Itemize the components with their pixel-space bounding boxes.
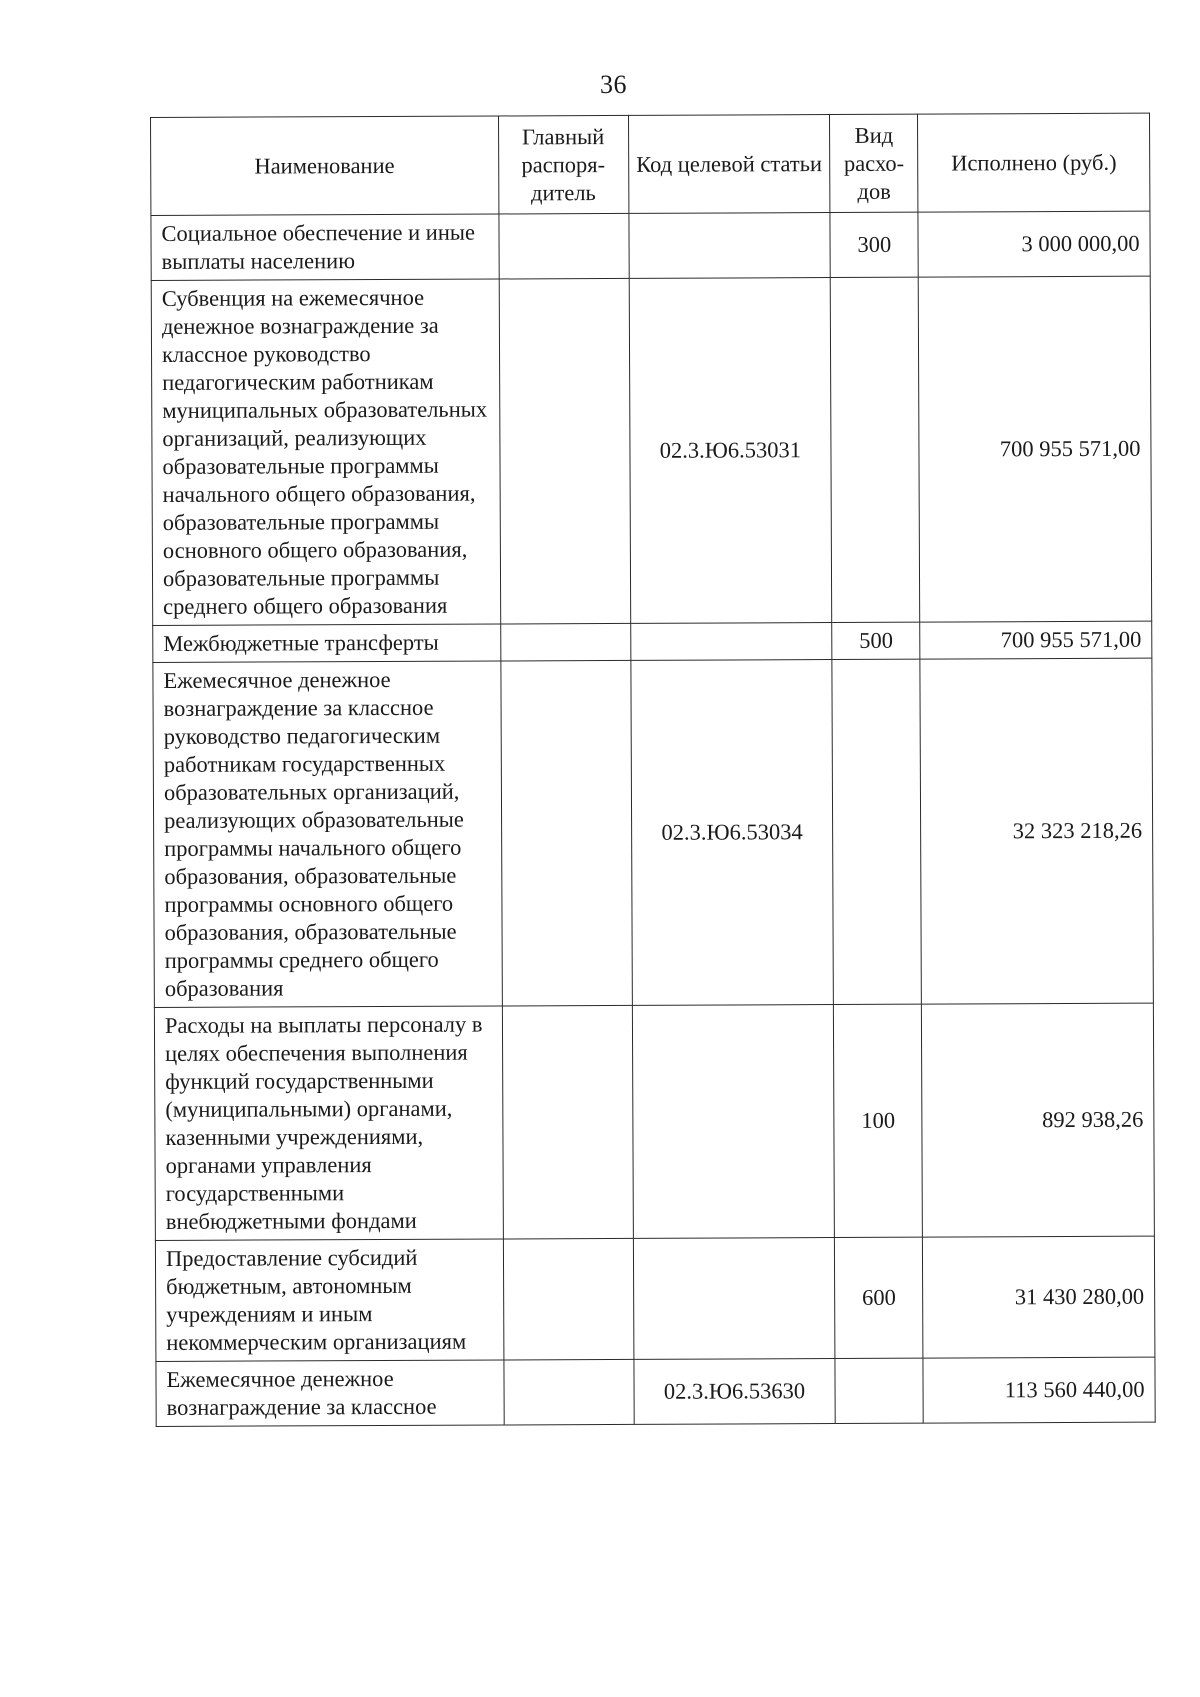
row-expense-type: 300 (830, 212, 918, 277)
row-executed: 3 000 000,00 (918, 211, 1150, 277)
page-number: 36 (600, 70, 627, 99)
header-main-manager: Главный распоря-дитель (498, 115, 628, 214)
row-target-code (628, 213, 830, 279)
row-main-manager (499, 213, 629, 279)
header-name: Наименование (151, 116, 499, 216)
row-expense-type (835, 1358, 923, 1423)
row-executed: 32 323 218,26 (920, 658, 1153, 1004)
header-expense-type: Вид расхо-дов (830, 114, 918, 212)
row-name: Расходы на выплаты персоналу в целях обеспечения выполнения функций государственными (муниципальными) органами, казенными учреждениями, органами управления государственными внебюджетными фондами (154, 1006, 503, 1241)
row-main-manager (503, 1238, 633, 1360)
row-executed: 700 955 571,00 (919, 276, 1152, 622)
table-row (156, 1357, 1155, 1426)
row-expense-type: 500 (832, 622, 920, 659)
budget-execution-table (150, 113, 1156, 1427)
row-executed: 892 938,26 (922, 1003, 1155, 1237)
row-name: Субвенция на ежемесячное денежное вознаграждение за классное руководство педагогическим работникам муниципальных образовательных организаций, реализующих образовательные программы начального общего образования, образовательные программы основного общего образования, образовательные программы среднего общего образования (151, 279, 500, 626)
table-row (153, 621, 1152, 662)
row-name: Ежемесячное денежное вознаграждение за классное (156, 1360, 504, 1427)
row-expense-type (832, 659, 921, 1004)
row-main-manager (500, 623, 630, 661)
table-row (151, 211, 1150, 280)
row-name: Предоставление субсидий бюджетным, автономным учреждениям и иным некоммерческим организациям (155, 1239, 503, 1362)
row-main-manager (502, 1005, 633, 1239)
row-target-code (630, 623, 832, 661)
row-executed: 700 955 571,00 (920, 621, 1152, 659)
header-target-code: Код целевой статьи (628, 115, 830, 214)
table-row (151, 276, 1151, 625)
table-header-row (151, 113, 1150, 215)
row-target-code (633, 1238, 835, 1360)
row-expense-type: 100 (834, 1004, 923, 1237)
row-main-manager (500, 660, 631, 1006)
table-row (153, 658, 1153, 1007)
table-row (154, 1003, 1154, 1240)
row-target-code (632, 1005, 835, 1239)
row-target-code: 02.3.Ю6.53034 (630, 660, 833, 1006)
row-expense-type (831, 277, 920, 622)
row-name: Ежемесячное денежное вознаграждение за классное руководство педагогическим работникам государственных образовательных организаций, реализующих образовательные программы начального общего образования, образовательные программы основного общего образования, образовательные программы среднего общего образования (153, 661, 502, 1008)
table-row (155, 1236, 1155, 1361)
row-expense-type: 600 (835, 1237, 923, 1358)
row-name: Межбюджетные трансферты (153, 624, 501, 663)
row-executed: 31 430 280,00 (923, 1236, 1155, 1358)
header-executed: Исполнено (руб.) (918, 113, 1150, 212)
row-target-code: 02.3.Ю6.53630 (633, 1359, 835, 1425)
row-main-manager (499, 278, 630, 624)
row-executed: 113 560 440,00 (923, 1357, 1155, 1423)
row-target-code: 02.3.Ю6.53031 (629, 278, 832, 624)
row-main-manager (504, 1359, 634, 1425)
row-name: Социальное обеспечение и иные выплаты населению (151, 214, 499, 281)
